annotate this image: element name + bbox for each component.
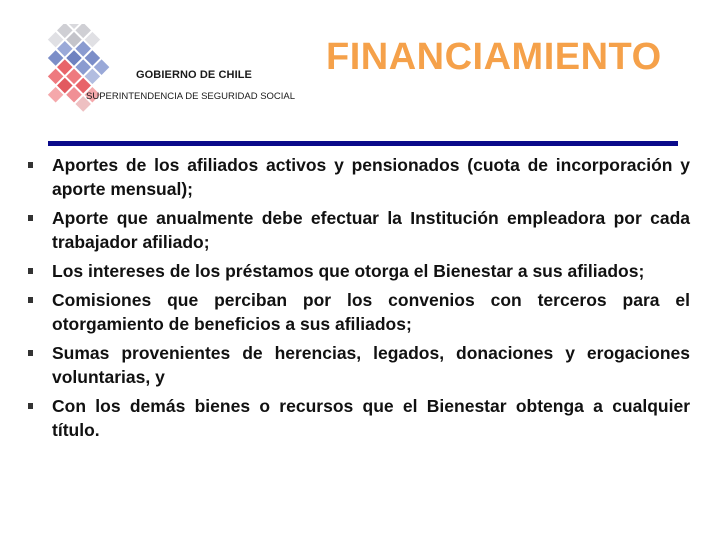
list-item-text: Los intereses de los préstamos que otorga el Bienestar a sus afiliados; — [52, 261, 645, 281]
agency-name: SUPERINTENDENCIA DE SEGURIDAD SOCIAL — [86, 91, 296, 102]
list-item — [26, 288, 690, 336]
list-item-text: Comisiones que perciban por los convenios con terceros para el otorgamiento de beneficios a sus afiliados; — [52, 290, 690, 334]
list-item-text: Con los demás bienes o recursos que el Bienestar obtenga a cualquier título. — [52, 396, 690, 440]
government-logo-icon — [20, 24, 128, 116]
list-item — [26, 206, 690, 254]
square-bullet-icon — [28, 403, 33, 409]
square-bullet-icon — [28, 162, 33, 168]
government-name: GOBIERNO DE CHILE — [136, 69, 252, 81]
list-item-text: Sumas provenientes de herencias, legados, donaciones y erogaciones voluntarias, y — [52, 343, 690, 387]
list-item-text: Aporte que anualmente debe efectuar la Institución empleadora por cada trabajador afiliado; — [52, 208, 690, 252]
page-title: FINANCIAMIENTO — [326, 36, 662, 78]
list-item-text: Aportes de los afiliados activos y pensionados (cuota de incorporación y aporte mensual); — [52, 155, 690, 199]
list-item — [26, 153, 690, 201]
square-bullet-icon — [28, 268, 33, 274]
square-bullet-icon — [28, 215, 33, 221]
square-bullet-icon — [28, 297, 33, 303]
title-divider — [48, 141, 678, 146]
list-item — [26, 259, 690, 283]
list-item — [26, 341, 690, 389]
square-bullet-icon — [28, 350, 33, 356]
list-item — [26, 394, 690, 442]
funding-list — [26, 153, 690, 447]
